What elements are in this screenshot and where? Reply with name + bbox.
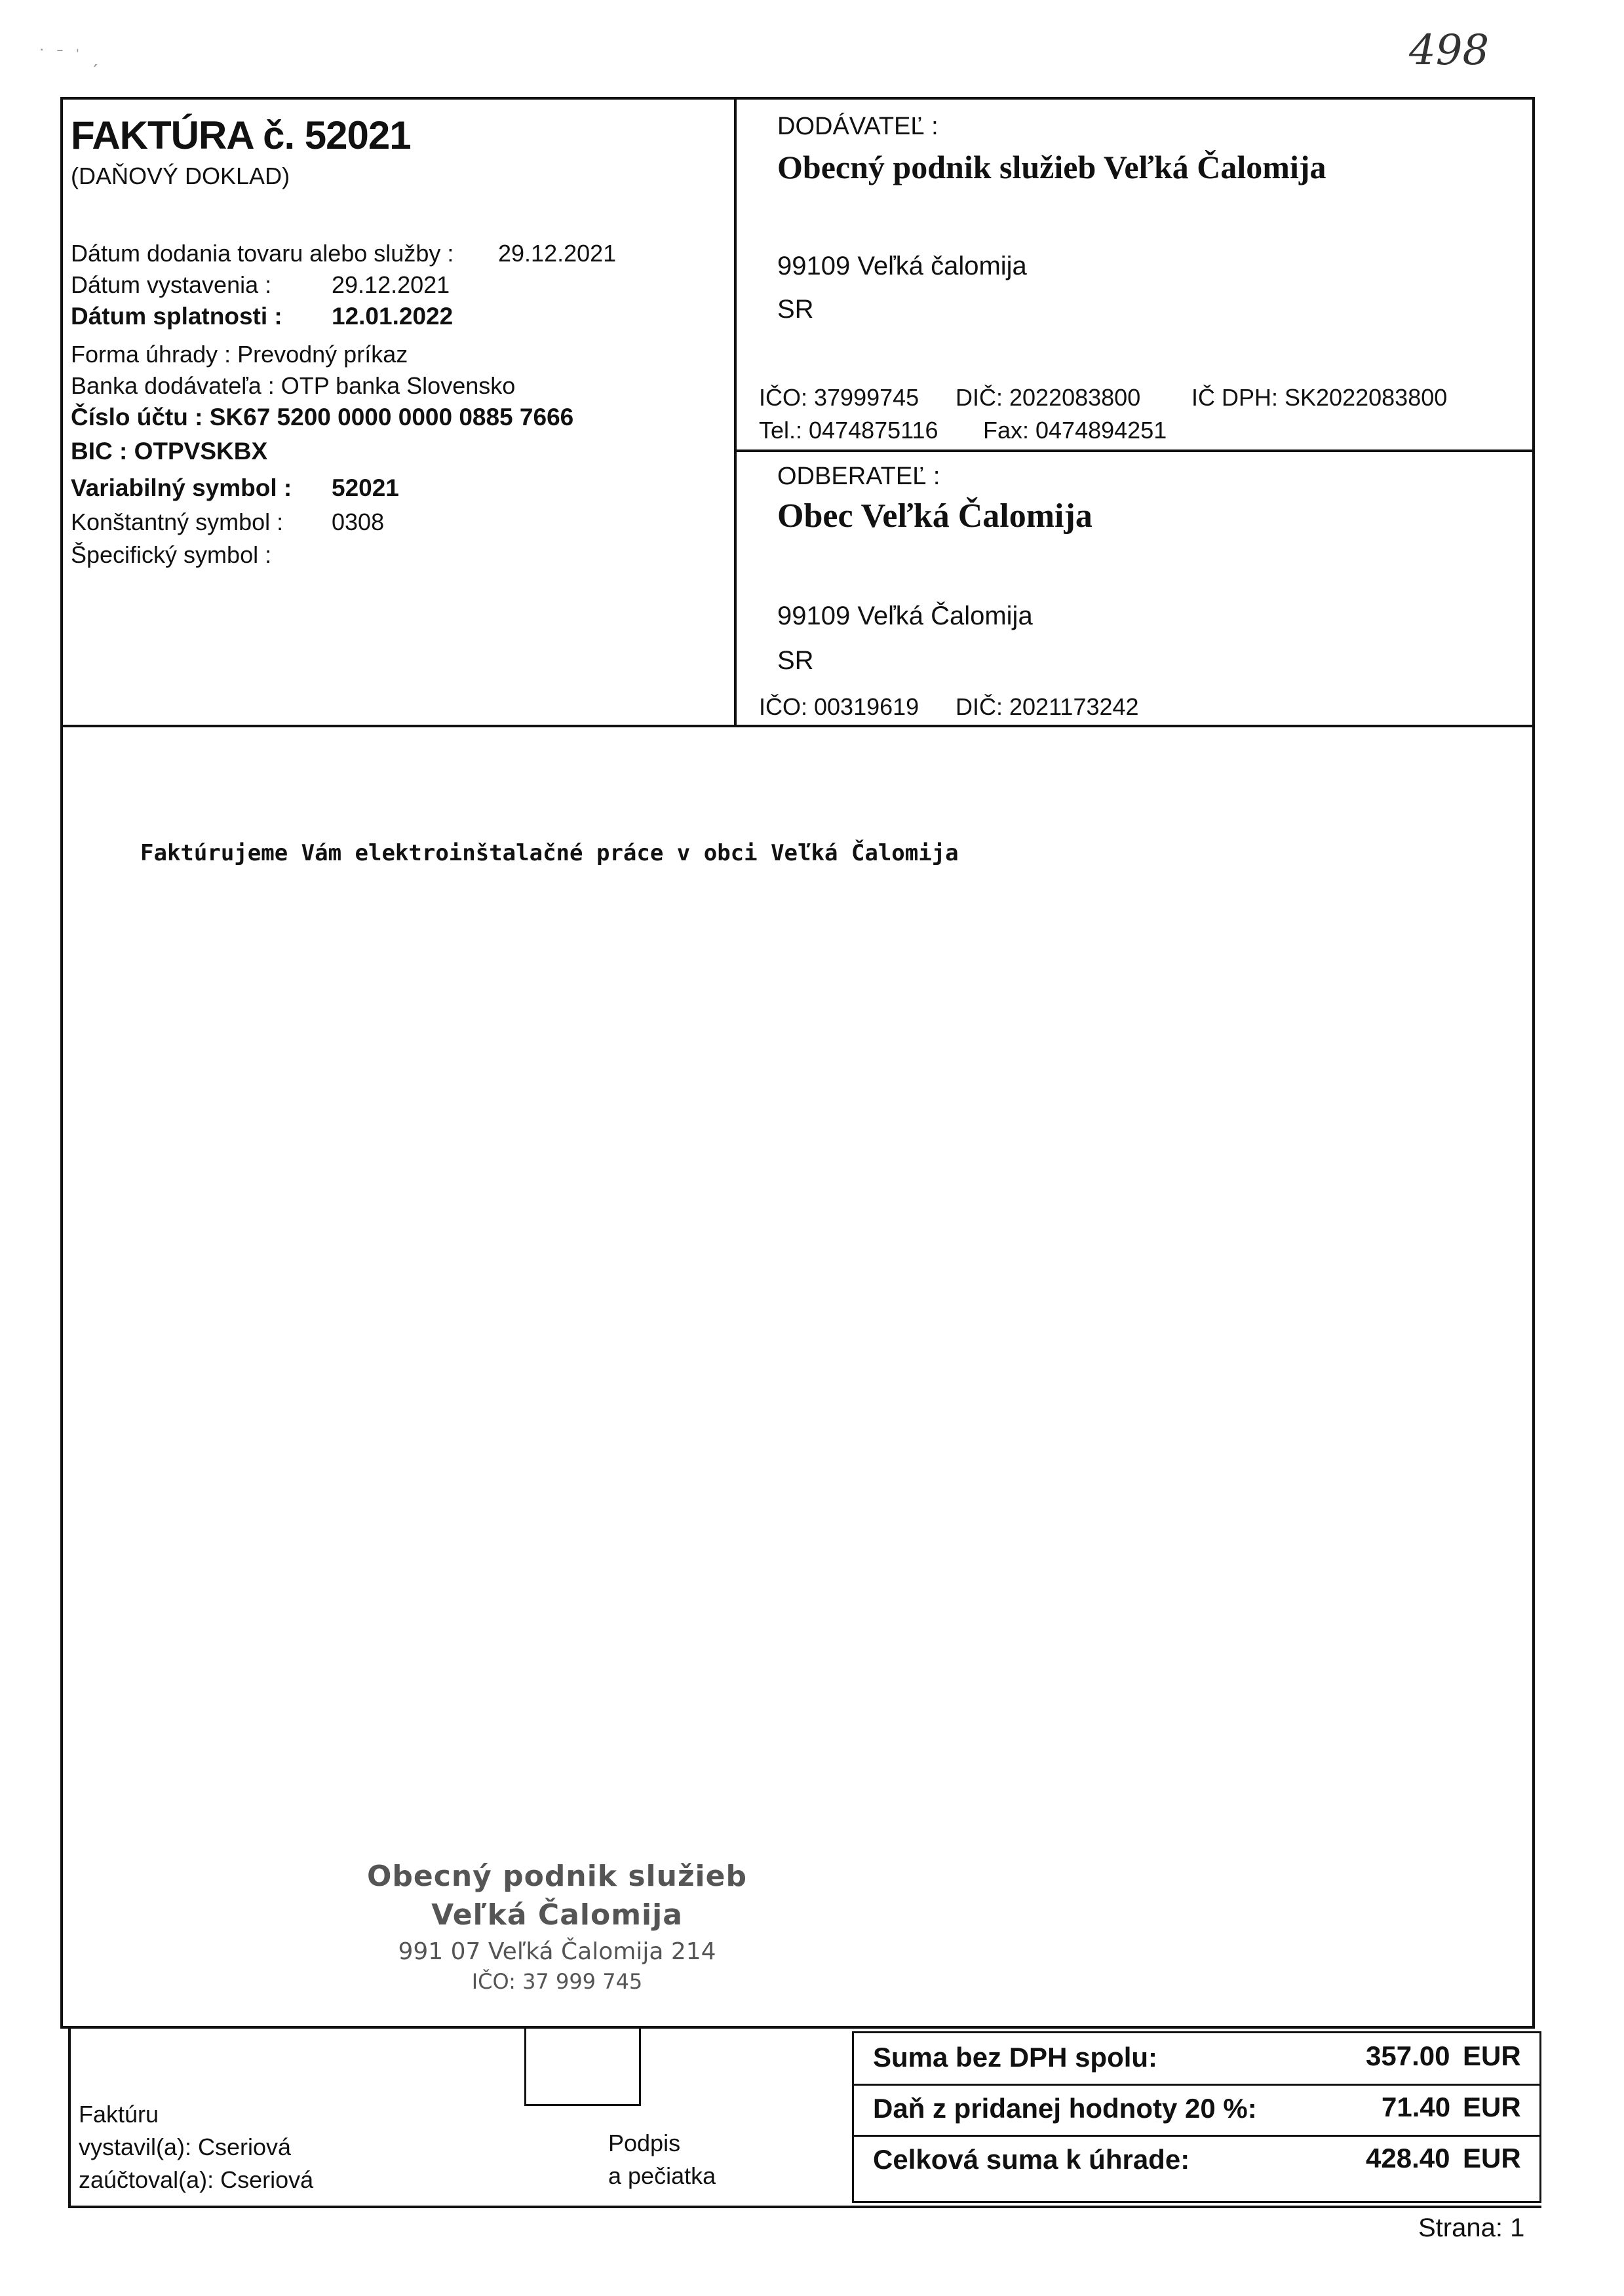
customer-country: SR xyxy=(777,646,814,675)
customer-ico: IČO: 00319619 xyxy=(759,693,919,720)
accounted-by: zaúčtoval(a): Cseriová xyxy=(79,2166,314,2193)
supplier-vat-id: IČ DPH: SK2022083800 xyxy=(1191,384,1448,411)
issuer-title: Faktúru xyxy=(79,2101,159,2128)
due-date-value: 12.01.2022 xyxy=(332,303,454,330)
variable-symbol-label: Variabilný symbol : xyxy=(71,474,292,501)
supplier-phone: Tel.: 0474875116 xyxy=(759,417,938,444)
variable-symbol-value: 52021 xyxy=(332,474,399,501)
constant-symbol-value: 0308 xyxy=(332,508,385,535)
delivery-date-value: 29.12.2021 xyxy=(498,240,617,267)
signature-label-1: Podpis xyxy=(608,2130,681,2156)
net-total-value: 357.00 xyxy=(1366,2040,1450,2071)
invoice-subtitle: (DAŇOVÝ DOKLAD) xyxy=(71,163,290,189)
supplier-fax: Fax: 0474894251 xyxy=(983,417,1167,444)
supplier-label: DODÁVATEĽ : xyxy=(777,113,938,140)
vat-label: Daň z pridanej hodnoty 20 %: xyxy=(873,2093,1257,2124)
issued-by: vystavil(a): Cseriová xyxy=(79,2133,292,2160)
customer-city: 99109 Veľká Čalomija xyxy=(777,602,1033,630)
totals-row-divider-2 xyxy=(852,2135,1541,2137)
delivery-date-label: Dátum dodania tovaru alebo služby : xyxy=(71,240,454,267)
signature-box xyxy=(524,2026,641,2106)
vat-value: 71.40 xyxy=(1382,2092,1451,2122)
supplier-ico: IČO: 37999745 xyxy=(759,384,919,411)
grand-total-label: Celková suma k úhrade: xyxy=(873,2144,1190,2175)
payment-method: Forma úhrady : Prevodný príkaz xyxy=(71,341,408,368)
handwritten-page-number: 498 xyxy=(1409,26,1490,75)
footer-left-line xyxy=(68,2029,71,2208)
grand-total-value: 428.40 xyxy=(1366,2143,1450,2173)
stamp-line-4: IČO: 37 999 745 xyxy=(471,1969,643,1994)
supplier-city: 99109 Veľká čalomija xyxy=(777,252,1027,280)
specific-symbol-label: Špecifický symbol : xyxy=(71,541,272,568)
due-date-label: Dátum splatnosti : xyxy=(71,303,282,330)
issue-date-value: 29.12.2021 xyxy=(332,271,450,298)
stamp-line-3: 991 07 Veľká Čalomija 214 xyxy=(398,1938,716,1965)
page-number: Strana: 1 xyxy=(1418,2213,1525,2242)
invoice-description: Faktúrujeme Vám elektroinštalačné práce v obci Veľká Čalomija xyxy=(140,840,959,866)
stamp-line-2: Veľká Čalomija xyxy=(431,1898,683,1932)
customer-label: ODBERATEĽ : xyxy=(777,463,940,490)
invoice-title: FAKTÚRA č. 52021 xyxy=(71,113,411,157)
issue-date-label: Dátum vystavenia : xyxy=(71,271,272,298)
supplier-country: SR xyxy=(777,295,814,324)
signature-label-2: a pečiatka xyxy=(608,2162,716,2189)
supplier-dic: DIČ: 2022083800 xyxy=(956,384,1141,411)
constant-symbol-label: Konštantný symbol : xyxy=(71,508,284,535)
grand-total-currency: EUR xyxy=(1463,2143,1521,2173)
net-total-currency: EUR xyxy=(1463,2040,1521,2071)
company-stamp xyxy=(354,1860,760,1994)
stamp-line-1: Obecný podnik služieb xyxy=(367,1860,747,1893)
body-frame xyxy=(60,725,1535,2029)
vat-currency: EUR xyxy=(1463,2092,1521,2122)
footer-bottom-line xyxy=(68,2206,1541,2208)
scan-specks: ˙ ˉ ˈ ˏ xyxy=(39,46,98,67)
totals-row-divider-1 xyxy=(852,2084,1541,2086)
header-vertical-divider xyxy=(734,97,737,727)
customer-name: Obec Veľká Čalomija xyxy=(777,497,1092,535)
bic-code: BIC : OTPVSKBX xyxy=(71,438,268,465)
supplier-customer-divider xyxy=(734,450,1535,452)
customer-dic: DIČ: 2021173242 xyxy=(956,693,1139,720)
supplier-name: Obecný podnik služieb Veľká Čalomija xyxy=(777,149,1326,185)
supplier-bank: Banka dodávateľa : OTP banka Slovensko xyxy=(71,372,516,399)
net-total-label: Suma bez DPH spolu: xyxy=(873,2042,1158,2073)
account-number: Číslo účtu : SK67 5200 0000 0000 0885 7666 xyxy=(71,404,574,430)
